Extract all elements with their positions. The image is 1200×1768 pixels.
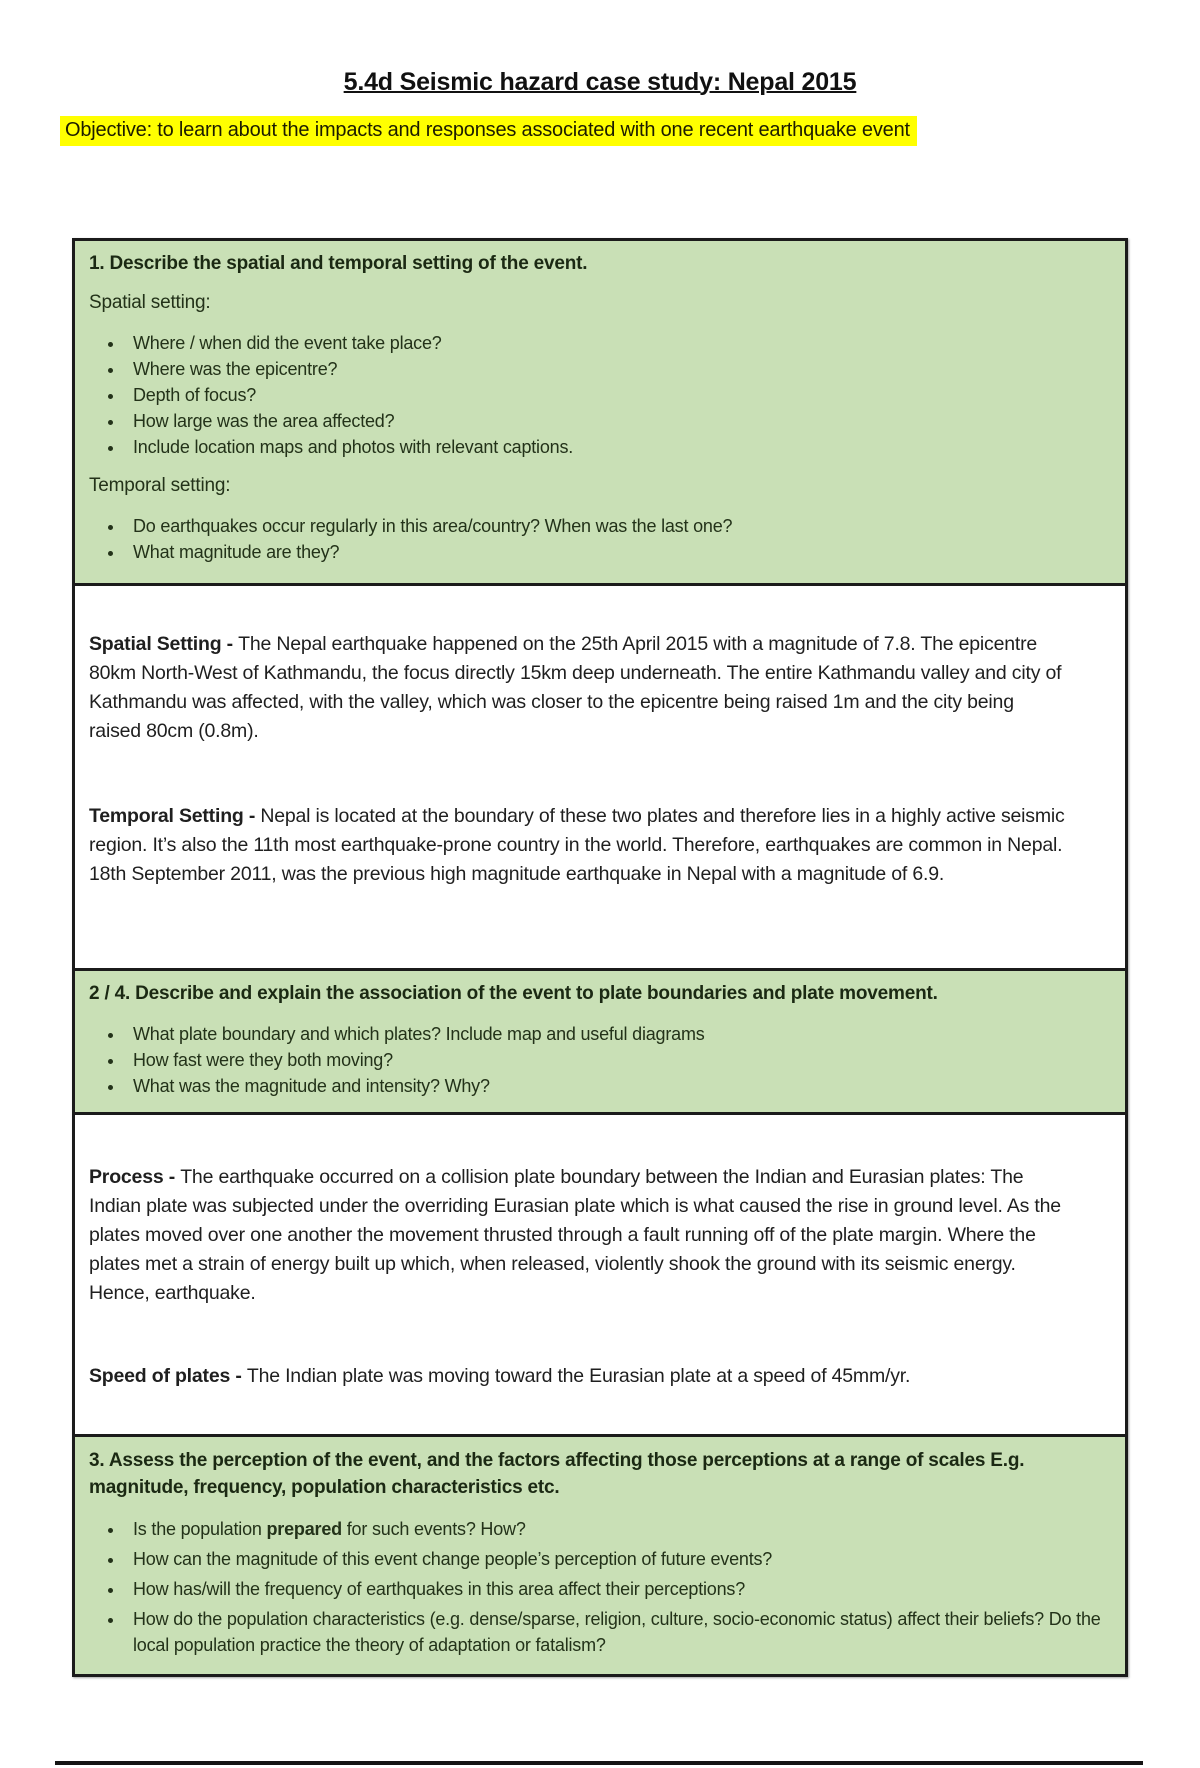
answer-text: The Nepal earthquake happened on the 25th April 2015 with a magnitude of 7.8. The epicentre 80km North-West of Kathmandu, the focus directly 15km deep underneath. The entire Kathmandu valley and city of Kathmandu was affected, with the valley, which was closer to the epicentre being raised 1m and the city being raised 80cm (0.8m). [89, 633, 1062, 742]
bullet-item [125, 1516, 1109, 1542]
question-2-heading: 2 / 4. Describe and explain the association of the event to plate boundaries and plate movement. [89, 983, 938, 1004]
bullet-item: • How fast were they both moving? [125, 1048, 1109, 1073]
bullet-item: • How large was the area affected? [125, 409, 1109, 434]
spatial-setting-label: Spatial setting: [89, 292, 211, 313]
next-table-row-border [55, 1761, 1143, 1765]
bullet-text: How has/will the frequency of earthquakes in this area affect their perceptions? [133, 1579, 746, 1599]
answer-label: Speed of plates - [89, 1365, 247, 1387]
bullet-item: • Include location maps and photos with relevant captions. [125, 435, 1109, 460]
bullet-text: How can the magnitude of this event change people’s perception of future events? [133, 1549, 773, 1569]
question-3-heading: 3. Assess the perception of the event, and the factors affecting those perceptions at a range of scales E.g. magnitude, frequency, population characteristics etc. [89, 1450, 1025, 1498]
answer-text: The Indian plate was moving toward the Eurasian plate at a speed of 45mm/yr. [246, 1365, 911, 1387]
temporal-setting-answer [89, 746, 1070, 889]
question-3-bullets [89, 1516, 1109, 1658]
bullet-text: How do the population characteristics (e.g. dense/sparse, religion, culture, socio-economic status) affect their beliefs? Do the local population practice the theory of adaptation or fatalism? [133, 1609, 1101, 1655]
speed-of-plates-answer [89, 1308, 1070, 1391]
bullet-item: • Where was the epicentre? [125, 357, 1109, 382]
spatial-setting-answer [89, 586, 1070, 746]
temporal-setting-bullets [89, 514, 1109, 565]
answer-section-2 [75, 1112, 1125, 1434]
bullet-item [125, 1576, 1109, 1602]
bullet-text: for such events? How? [341, 1519, 526, 1539]
question-section-2 [75, 968, 1125, 1112]
temporal-setting-label: Temporal setting: [89, 475, 231, 496]
bullet-item: • Depth of focus? [125, 383, 1109, 408]
spatial-setting-bullets [89, 331, 1109, 460]
objective-text: Objective: to learn about the impacts and responses associated with one recent earthquake event [60, 116, 917, 146]
objective-row [60, 116, 1200, 146]
bullet-bold-text: prepared [266, 1519, 342, 1539]
bullet-item: • Do earthquakes occur regularly in this area/country? When was the last one? [125, 514, 1109, 539]
bullet-text: Is the population [133, 1519, 267, 1539]
answer-label: Process - [89, 1166, 181, 1188]
bullet-item: • What was the magnitude and intensity? Why? [125, 1074, 1109, 1099]
answer-label: Temporal Setting - [89, 805, 261, 827]
bullet-item [125, 1606, 1109, 1658]
page-title: 5.4d Seismic hazard case study: Nepal 2015 [343, 68, 857, 96]
question-section-1 [75, 241, 1125, 583]
answer-section-1 [75, 583, 1125, 968]
bullet-item: • What magnitude are they? [125, 540, 1109, 565]
case-study-table [72, 238, 1128, 1677]
question-2-bullets [89, 1022, 1109, 1099]
answer-text: Nepal is located at the boundary of these two plates and therefore lies in a highly active seismic region. It’s also the 11th most earthquake-prone country in the world. Therefore, earthquakes are common in Nepal. 18th September 2011, was the previous high magnitude earthquake in Nepal with a magnitude of 6.9. [89, 805, 1065, 885]
process-answer [89, 1115, 1070, 1308]
question-1-heading: 1. Describe the spatial and temporal setting of the event. [89, 253, 588, 274]
bullet-item: • Where / when did the event take place? [125, 331, 1109, 356]
bullet-item: • What plate boundary and which plates? Include map and useful diagrams [125, 1022, 1109, 1047]
question-section-3 [75, 1434, 1125, 1674]
bullet-item [125, 1546, 1109, 1572]
answer-text: The earthquake occurred on a collision plate boundary between the Indian and Eurasian plates: The Indian plate was subjected under the overriding Eurasian plate which is what caused the rise in ground level. As the plates moved over one another the movement thrusted through a fault running off of the plate margin. Where the plates met a strain of energy built up which, when released, violently shook the ground with its seismic energy. Hence, earthquake. [89, 1166, 1061, 1304]
answer-label: Spatial Setting - [89, 633, 239, 655]
